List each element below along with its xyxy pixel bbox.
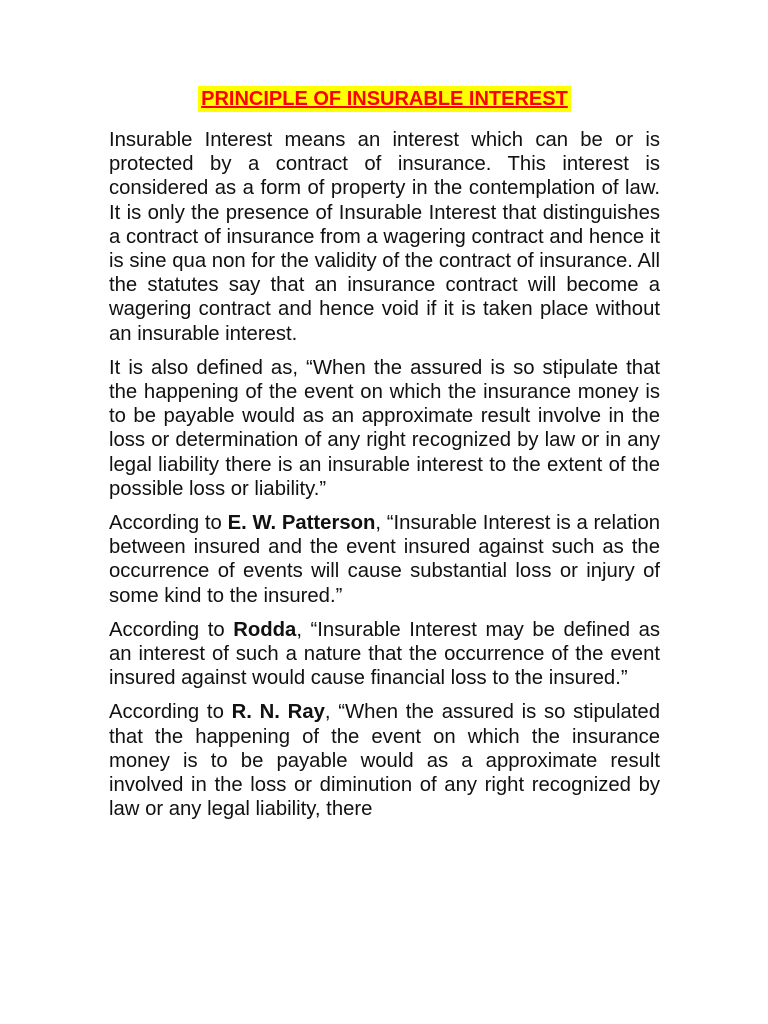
paragraph-prefix: According to xyxy=(109,701,232,724)
document-page xyxy=(109,86,660,831)
author-name: E. W. Patterson xyxy=(227,512,376,535)
author-name: R. N. Ray xyxy=(231,701,325,724)
paragraph-text: , “When the assured is so stipulated that the happening of the event on which the insurance money is to be payable would as a approximate result involved in the loss or diminution of any right recognized by law or any legal liability, there xyxy=(109,701,660,821)
paragraph-text: It is also defined as, “When the assured is so stipulate that the happening of the event on which the insurance money is to be payable would as an approximate result involve in the loss or determination of any right recognized by law or in any legal liability there is an insurable interest to the extent of the possible loss or liability.” xyxy=(109,356,660,500)
author-name: Rodda xyxy=(233,618,297,641)
title-container xyxy=(109,86,660,112)
paragraph-rodda xyxy=(109,618,660,691)
document-title: PRINCIPLE OF INSURABLE INTEREST xyxy=(198,86,571,112)
paragraph-definition xyxy=(109,128,660,346)
paragraph-also-defined xyxy=(109,356,660,501)
paragraph-text: , “Insurable Interest may be defined as an interest of such a nature that the occurrence of the event insured against would cause financial loss to the insured.” xyxy=(109,618,660,690)
paragraph-ray xyxy=(109,700,660,821)
paragraph-prefix: According to xyxy=(109,512,228,535)
paragraph-prefix: According to xyxy=(109,618,234,641)
paragraph-patterson xyxy=(109,511,660,608)
paragraph-text: Insurable Interest means an interest which can be or is protected by a contract of insurance. This interest is considered as a form of property in the contemplation of law. It is only the presence of Insurable Interest that distinguishes a contract of insurance from a wagering contract and hence it is sine qua non for the validity of the contract of insurance. All the statutes say that an insurance contract will become a wagering contract and hence void if it is taken place without an insurable interest. xyxy=(109,129,660,345)
paragraph-text: , “Insurable Interest is a relation between insured and the event insured against such as the occurrence of events will cause substantial loss or injury of some kind to the insured.” xyxy=(109,512,661,607)
